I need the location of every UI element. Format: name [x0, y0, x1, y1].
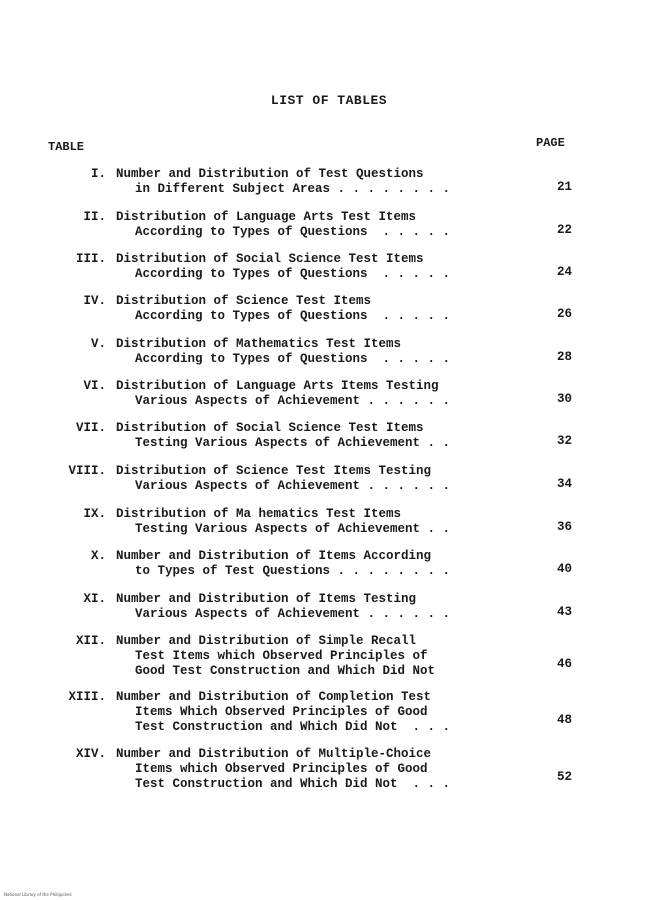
page-number: 48: [556, 713, 572, 727]
entry-title-line: Good Test Construction and Which Did Not: [135, 664, 436, 678]
page-number: 40: [556, 562, 572, 576]
entry-title-line: Distribution of Language Arts Test Items: [116, 210, 417, 224]
table-number: IV.: [83, 294, 106, 308]
page-number: 46: [556, 657, 572, 671]
page-number: 21: [556, 180, 572, 194]
entry-title-line: Items which Observed Principles of Good: [135, 762, 428, 776]
entry-title-line: Number and Distribution of Items According: [116, 549, 432, 563]
entry-title-line: Number and Distribution of Test Questions: [116, 167, 424, 181]
table-number: II.: [83, 210, 106, 224]
entry-title-line: Number and Distribution of Items Testing: [116, 592, 417, 606]
entry-title-line: Items Which Observed Principles of Good: [135, 705, 428, 719]
page-column-header: PAGE: [536, 136, 565, 150]
entry-title-line: Test Construction and Which Did Not . . .: [135, 777, 451, 791]
page-number: 28: [556, 350, 572, 364]
entry-title: [116, 464, 516, 494]
entry-title-line: Distribution of Ma hematics Test Items: [116, 507, 402, 521]
entry-title-line: According to Types of Questions . . . . .: [135, 352, 451, 366]
entry-title-line: Test Construction and Which Did Not . . .: [135, 720, 451, 734]
entry-title-line: Distribution of Social Science Test Items: [116, 421, 424, 435]
entry-title-line: Distribution of Science Test Items: [116, 294, 372, 308]
entry-title-line: Test Items which Observed Principles of: [135, 649, 428, 663]
entry-title: [116, 592, 516, 622]
entry-title: [116, 379, 516, 409]
entry-title-line: Various Aspects of Achievement . . . . . .: [135, 394, 451, 408]
table-number: XI.: [83, 592, 106, 606]
entry-title-line: in Different Subject Areas . . . . . . . .: [135, 182, 451, 196]
page-title: LIST OF TABLES: [270, 93, 388, 108]
page-number: 43: [556, 605, 572, 619]
page-number: 32: [556, 434, 572, 448]
table-number: XIV.: [75, 747, 106, 761]
entry-title-line: Distribution of Language Arts Items Testing: [116, 379, 439, 393]
entry-title-line: According to Types of Questions . . . . .: [135, 267, 451, 281]
table-number: VI.: [83, 379, 106, 393]
table-column-header: TABLE: [48, 140, 85, 154]
entry-title-line: Various Aspects of Achievement . . . . . .: [135, 479, 451, 493]
entry-title: [116, 690, 516, 735]
page-number: 24: [556, 265, 572, 279]
entry-title-line: Distribution of Science Test Items Testing: [116, 464, 432, 478]
entry-title-line: Distribution of Social Science Test Items: [116, 252, 424, 266]
entry-title: [116, 747, 516, 792]
entry-title-line: Various Aspects of Achievement . . . . . .: [135, 607, 451, 621]
table-number: III.: [75, 252, 106, 266]
entry-title: [116, 634, 516, 679]
entry-title-line: Testing Various Aspects of Achievement . .: [135, 436, 451, 450]
entry-title-line: Number and Distribution of Multiple-Choice: [116, 747, 432, 761]
page-number: 36: [556, 520, 572, 534]
table-number: XII.: [75, 634, 106, 648]
entry-title-line: According to Types of Questions . . . . .: [135, 309, 451, 323]
page-number: 22: [556, 223, 572, 237]
table-number: X.: [90, 549, 106, 563]
page-number: 26: [556, 307, 572, 321]
entry-title: [116, 252, 516, 282]
table-number: VIII.: [68, 464, 106, 478]
entry-title-line: Testing Various Aspects of Achievement . .: [135, 522, 451, 536]
entry-title: [116, 549, 516, 579]
footer-watermark: National Library of the Philippines: [4, 892, 72, 897]
entry-title-line: According to Types of Questions . . . . .: [135, 225, 451, 239]
entry-title: [116, 294, 516, 324]
entry-title-line: to Types of Test Questions . . . . . . . .: [135, 564, 451, 578]
entry-title: [116, 337, 516, 367]
entry-title: [116, 507, 516, 537]
entry-title: [116, 167, 516, 197]
table-number: VII.: [75, 421, 106, 435]
table-number: V.: [90, 337, 106, 351]
table-number: XIII.: [68, 690, 106, 704]
table-number: I.: [90, 167, 106, 181]
entry-title: [116, 210, 516, 240]
page-number: 34: [556, 477, 572, 491]
entry-title-line: Distribution of Mathematics Test Items: [116, 337, 402, 351]
entry-title-line: Number and Distribution of Simple Recall: [116, 634, 417, 648]
page-number: 52: [556, 770, 572, 784]
table-number: IX.: [83, 507, 106, 521]
entry-title-line: Number and Distribution of Completion Test: [116, 690, 432, 704]
page-number: 30: [556, 392, 572, 406]
entry-title: [116, 421, 516, 451]
